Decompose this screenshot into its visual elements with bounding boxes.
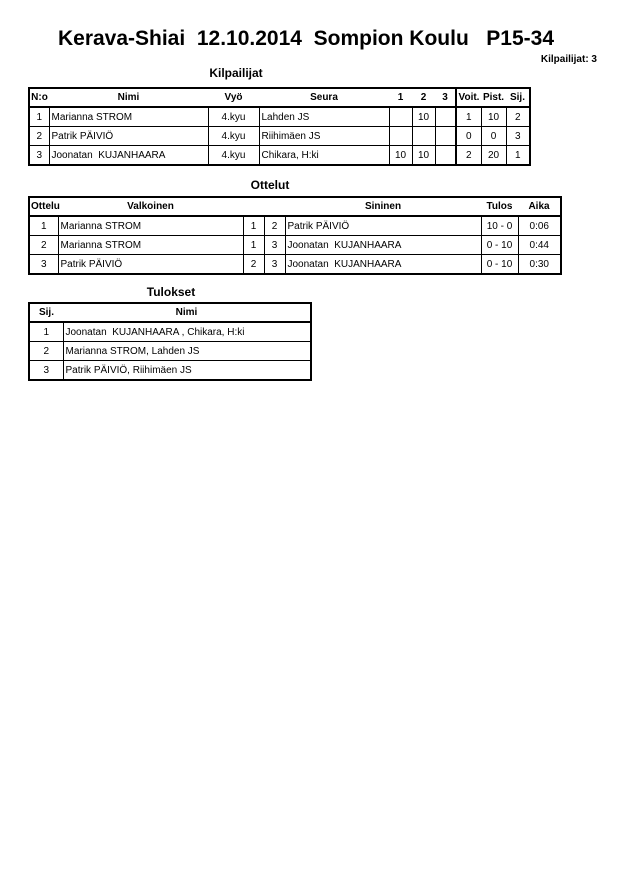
match-result-cell: 0 - 10: [481, 236, 518, 255]
result-name-cell: Patrik PÄIVIÖ, Riihimäen JS: [63, 361, 311, 381]
table-row: [29, 216, 561, 236]
results-header-name: Nimi: [63, 303, 311, 322]
competitor-wins-cell: 1: [456, 107, 481, 127]
competitors-header-round1: 1: [389, 88, 412, 107]
competitor-round2-cell: 10: [412, 146, 435, 166]
competitor-name-cell: Patrik PÄIVIÖ: [49, 127, 208, 146]
competitors-header-row: [29, 88, 530, 107]
table-row: [29, 146, 530, 166]
competitors-header-rank: Sij.: [506, 88, 530, 107]
table-row: [29, 361, 311, 381]
match-blue-cell: Joonatan KUJANHAARA: [285, 255, 481, 275]
competitor-rank-cell: 1: [506, 146, 530, 166]
matches-table: [28, 196, 562, 275]
competitor-no-cell: 1: [29, 107, 49, 127]
match-white-cell: Marianna STROM: [58, 236, 243, 255]
table-row: [29, 107, 530, 127]
competitor-wins-cell: 0: [456, 127, 481, 146]
results-heading: Tulokset: [146, 285, 196, 299]
match-blue-no-cell: 2: [264, 216, 285, 236]
result-rank-cell: 2: [29, 342, 63, 361]
table-row: [29, 127, 530, 146]
results-header-row: [29, 303, 311, 322]
competitor-belt-cell: 4.kyu: [208, 127, 259, 146]
match-no-cell: 2: [29, 236, 58, 255]
competitor-name-cell: Marianna STROM: [49, 107, 208, 127]
match-time-cell: 0:44: [518, 236, 561, 255]
matches-header-result: Tulos: [481, 197, 518, 216]
match-white-no-cell: 1: [243, 236, 264, 255]
matches-heading: Ottelut: [250, 178, 290, 192]
match-white-no-cell: 2: [243, 255, 264, 275]
competitors-count-label: Kilpailijat: 3: [540, 54, 597, 65]
competitor-round1-cell: [389, 107, 412, 127]
match-result-cell: 10 - 0: [481, 216, 518, 236]
match-blue-cell: Patrik PÄIVIÖ: [285, 216, 481, 236]
competitors-header-wins: Voit.: [456, 88, 481, 107]
results-table: [28, 302, 312, 381]
competitor-round1-cell: 10: [389, 146, 412, 166]
competitor-club-cell: Lahden JS: [259, 107, 389, 127]
matches-header-row: [29, 197, 561, 216]
competitors-header-points: Pist.: [481, 88, 506, 107]
table-row: [29, 322, 311, 342]
competitors-header-round3: 3: [435, 88, 456, 107]
competitor-rank-cell: 2: [506, 107, 530, 127]
match-blue-no-cell: 3: [264, 255, 285, 275]
page-title: Kerava-Shiai 12.10.2014 Sompion Koulu P15-34: [57, 27, 555, 50]
competitor-round3-cell: [435, 107, 456, 127]
result-name-cell: Joonatan KUJANHAARA , Chikara, H:ki: [63, 322, 311, 342]
result-rank-cell: 3: [29, 361, 63, 381]
matches-header-white-no: [243, 197, 264, 216]
matches-header-blue: Sininen: [285, 197, 481, 216]
competitors-header-no: N:o: [29, 88, 49, 107]
match-no-cell: 1: [29, 216, 58, 236]
competitor-no-cell: 3: [29, 146, 49, 166]
results-header-rank: Sij.: [29, 303, 63, 322]
matches-header-blue-no: [264, 197, 285, 216]
matches-header-match: Ottelu: [29, 197, 58, 216]
competitor-wins-cell: 2: [456, 146, 481, 166]
competitor-round3-cell: [435, 127, 456, 146]
match-no-cell: 3: [29, 255, 58, 275]
match-time-cell: 0:30: [518, 255, 561, 275]
competitor-belt-cell: 4.kyu: [208, 146, 259, 166]
competitor-club-cell: Chikara, H:ki: [259, 146, 389, 166]
competitors-table: [28, 87, 531, 166]
table-row: [29, 255, 561, 275]
match-white-cell: Marianna STROM: [58, 216, 243, 236]
competitors-heading: Kilpailijat: [209, 66, 263, 80]
table-row: [29, 342, 311, 361]
competitors-header-belt: Vyö: [208, 88, 259, 107]
competitor-round1-cell: [389, 127, 412, 146]
result-rank-cell: 1: [29, 322, 63, 342]
competitor-rank-cell: 3: [506, 127, 530, 146]
match-white-cell: Patrik PÄIVIÖ: [58, 255, 243, 275]
competitor-club-cell: Riihimäen JS: [259, 127, 389, 146]
match-blue-cell: Joonatan KUJANHAARA: [285, 236, 481, 255]
competitor-points-cell: 0: [481, 127, 506, 146]
matches-header-time: Aika: [518, 197, 561, 216]
competitor-no-cell: 2: [29, 127, 49, 146]
result-name-cell: Marianna STROM, Lahden JS: [63, 342, 311, 361]
matches-header-white: Valkoinen: [58, 197, 243, 216]
competitors-header-club: Seura: [259, 88, 389, 107]
match-result-cell: 0 - 10: [481, 255, 518, 275]
competitor-round2-cell: [412, 127, 435, 146]
match-time-cell: 0:06: [518, 216, 561, 236]
table-row: [29, 236, 561, 255]
competitor-name-cell: Joonatan KUJANHAARA: [49, 146, 208, 166]
competitors-header-round2: 2: [412, 88, 435, 107]
competitor-belt-cell: 4.kyu: [208, 107, 259, 127]
competitor-points-cell: 10: [481, 107, 506, 127]
competitor-round3-cell: [435, 146, 456, 166]
match-blue-no-cell: 3: [264, 236, 285, 255]
competitor-round2-cell: 10: [412, 107, 435, 127]
match-white-no-cell: 1: [243, 216, 264, 236]
competitor-points-cell: 20: [481, 146, 506, 166]
competitors-header-name: Nimi: [49, 88, 208, 107]
